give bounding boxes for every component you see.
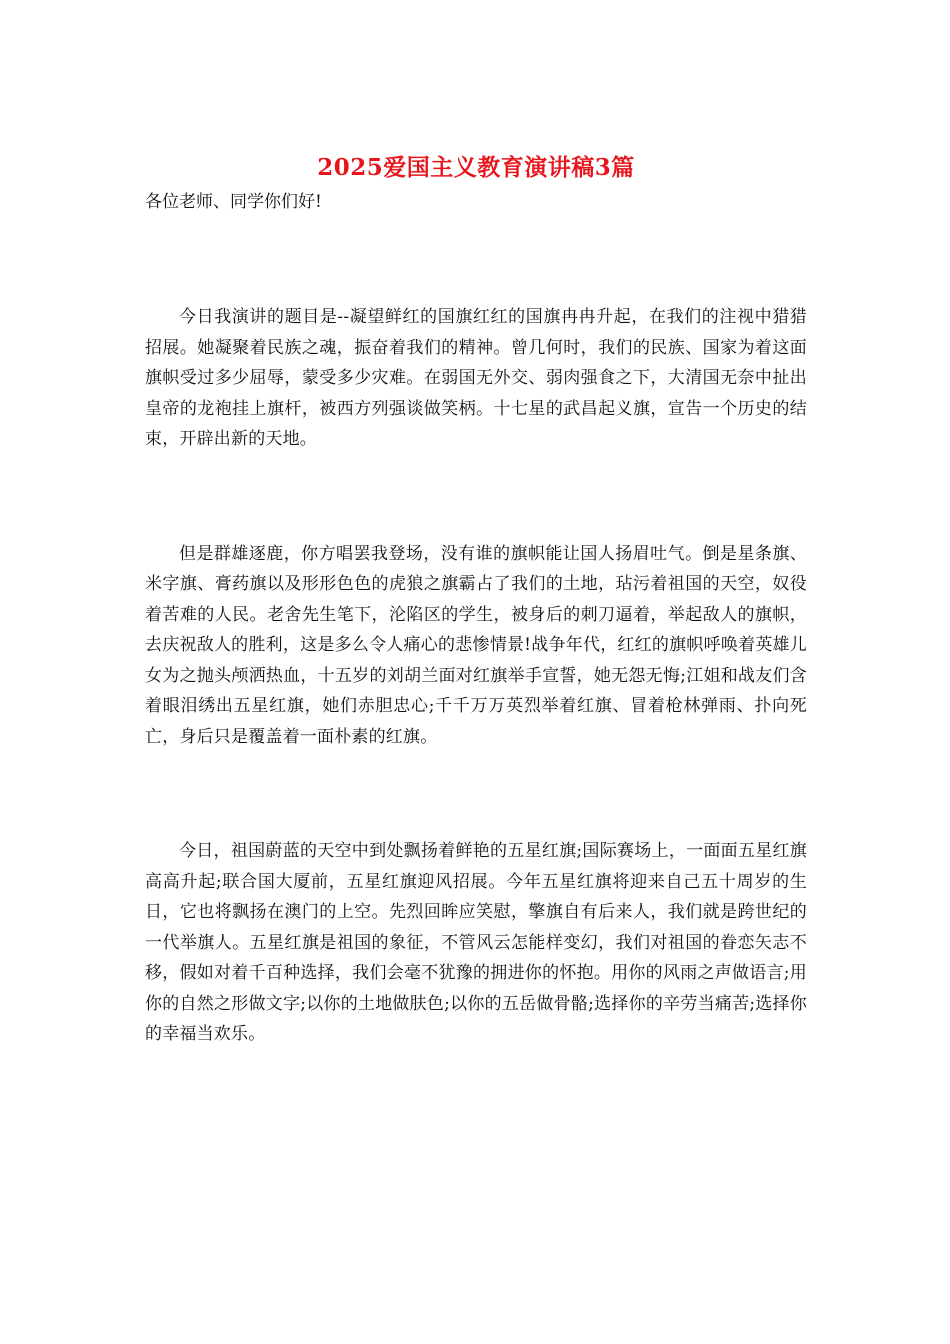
- document-title: 2025爱国主义教育演讲稿3篇: [317, 154, 635, 181]
- paragraph-2: 但是群雄逐鹿，你方唱罢我登场，没有谁的旗帜能让国人扬眉吐气。倒是星条旗、米字旗、膏药旗以及形形色色的虎狼之旗霸占了我们的土地，玷污着祖国的天空，奴役着苦难的人民。老舍先生笔下，沦陷区的学生，被身后的刺刀逼着，举起敌人的旗帜，去庆祝敌人的胜利，这是多么令人痛心的悲惨情景!战争年代，红红的旗帜呼唤着英雄儿女为之抛头颅洒热血，十五岁的刘胡兰面对红旗举手宣誓，她无怨无悔;江姐和战友们含着眼泪绣出五星红旗，她们赤胆忠心;千千万万英烈举着红旗、冒着枪林弹雨、扑向死亡，身后只是覆盖着一面朴素的红旗。: [145, 543, 807, 747]
- document-page: [145, 150, 807, 1050]
- greeting: 各位老师、同学你们好!: [145, 192, 322, 212]
- paragraph-3: 今日，祖国蔚蓝的天空中到处飘扬着鲜艳的五星红旗;国际赛场上，一面面五星红旗高高升起;联合国大厦前，五星红旗迎风招展。今年五星红旗将迎来自己五十周岁的生日，它也将飘扬在澳门的上空。先烈回眸应笑慰，擎旗自有后来人，我们就是跨世纪的一代举旗人。五星红旗是祖国的象征，不管风云怎能样变幻，我们对祖国的眷恋矢志不移，假如对着千百种选择，我们会毫不犹豫的拥进你的怀抱。用你的风雨之声做语言;用你的自然之形做文字;以你的土地做肤色;以你的五岳做骨骼;选择你的辛劳当痛苦;选择你的幸福当欢乐。: [145, 841, 807, 1044]
- paragraph-1: 今日我演讲的题目是--凝望鲜红的国旗红红的国旗冉冉升起，在我们的注视中猎猎招展。她凝聚着民族之魂，振奋着我们的精神。曾几何时，我们的民族、国家为着这面旗帜受过多少屈辱，蒙受多少灾难。在弱国无外交、弱肉强食之下，大清国无奈中扯出皇帝的龙袍挂上旗杆，被西方列强谈做笑柄。十七星的武昌起义旗，宣告一个历史的结束，开辟出新的天地。: [145, 307, 807, 449]
